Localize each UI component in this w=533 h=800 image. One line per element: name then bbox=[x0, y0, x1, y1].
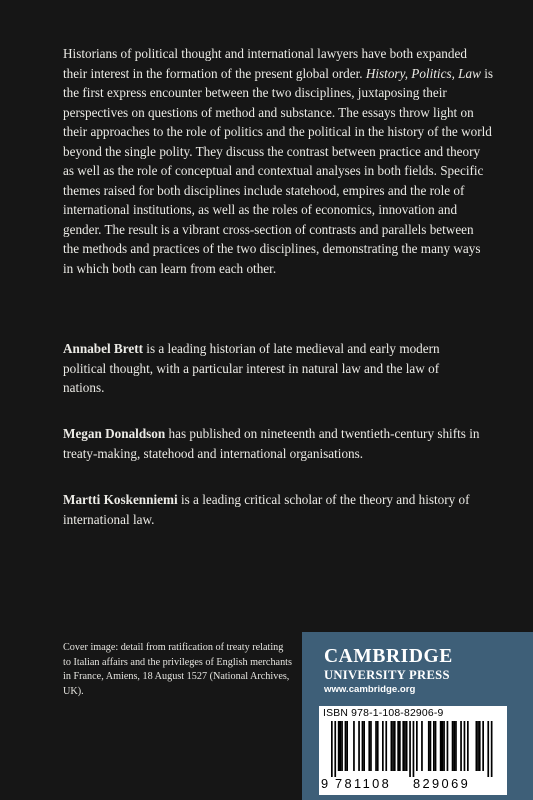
barcode-bar bbox=[375, 721, 377, 771]
barcode-bar bbox=[334, 721, 336, 777]
barcode-bar bbox=[430, 721, 432, 771]
barcode-icon bbox=[327, 721, 499, 777]
barcode-bar bbox=[487, 721, 489, 777]
barcode-bar bbox=[413, 721, 415, 777]
publisher-logo-name: CAMBRIDGE bbox=[324, 646, 453, 667]
barcode-bar bbox=[341, 721, 343, 771]
author-bio-donaldson bbox=[63, 424, 483, 463]
barcode-bar bbox=[358, 721, 360, 771]
isbn-label: ISBN 978-1-108-82906-9 bbox=[323, 708, 444, 719]
barcode-bar bbox=[399, 721, 401, 771]
barcode-bar bbox=[377, 721, 379, 771]
barcode-bar bbox=[421, 721, 423, 771]
barcode-bar bbox=[467, 721, 469, 771]
barcode-digit-first: 9 bbox=[321, 776, 329, 791]
barcode-bar bbox=[345, 721, 347, 771]
barcode-bar bbox=[464, 721, 466, 771]
barcode-bar bbox=[391, 721, 393, 771]
barcode-bar bbox=[433, 721, 435, 771]
barcode-bar bbox=[368, 721, 370, 771]
barcode-bar bbox=[402, 721, 404, 771]
barcode-bar bbox=[440, 721, 442, 771]
description-body: is the first express encounter between the two disciplines, juxtaposing their perspectives on questions of method and substance. The essays throw light on their approaches to the role of politics and the political in the history of the world beyond the single polity. They discuss the contrast between practice and theory as well as the role of conceptual and contextual analyses in both fields. Specific themes raised for both disciplines include statehood, empires and the role of international institutions, as well as the roles of economics, innovation and gender. The result is a vibrant cross-section of contrasts and parallels between the methods and practices of the two disciplines, demonstrating the many ways in which both can learn from each other. bbox=[63, 65, 493, 276]
publisher-panel bbox=[302, 632, 533, 800]
barcode-bar bbox=[491, 721, 493, 777]
barcode-digits-right: 829069 bbox=[413, 776, 471, 791]
barcode-bar bbox=[447, 721, 449, 771]
barcode-bar bbox=[353, 721, 355, 771]
barcode-bar bbox=[482, 721, 484, 771]
barcode-bar bbox=[479, 721, 481, 771]
barcode-box bbox=[319, 706, 507, 795]
author-name: Megan Donaldson bbox=[63, 426, 166, 441]
barcode-bar bbox=[476, 721, 478, 771]
book-description bbox=[63, 44, 493, 278]
author-name: Annabel Brett bbox=[63, 341, 143, 356]
author-bio-text: is a leading critical scholar of the theory and history of international law. bbox=[63, 492, 470, 527]
barcode-bar bbox=[443, 721, 445, 771]
cover-image-credit: Cover image: detail from ratification of treaty relating to Italian affairs and the privileges of English merchants in France, Amiens, 18 August 1527 (National Archives, UK). bbox=[63, 642, 292, 697]
barcode-bar bbox=[397, 721, 399, 771]
author-bio-koskenniemi bbox=[63, 490, 483, 529]
barcode-bar bbox=[477, 721, 479, 771]
barcode-bar bbox=[406, 721, 408, 771]
barcode-bar bbox=[416, 721, 418, 771]
barcode-bar bbox=[394, 721, 396, 771]
barcode-bar bbox=[392, 721, 394, 771]
barcode-bar bbox=[340, 721, 342, 771]
barcode-bar bbox=[460, 721, 462, 771]
barcode-bar bbox=[428, 721, 430, 771]
barcode-bar bbox=[385, 721, 387, 771]
barcode-bar bbox=[382, 721, 384, 771]
publisher-url: www.cambridge.org bbox=[324, 684, 416, 695]
barcode-digits-left: 781108 bbox=[335, 776, 392, 791]
barcode-bar bbox=[362, 721, 364, 771]
author-name: Martti Koskenniemi bbox=[63, 492, 178, 507]
barcode-bar bbox=[346, 721, 348, 771]
barcode-bar bbox=[442, 721, 444, 771]
barcode-bar bbox=[363, 721, 365, 771]
barcode-bar bbox=[435, 721, 437, 771]
barcode-bar bbox=[455, 721, 457, 771]
barcode-bar bbox=[452, 721, 454, 771]
author-bio-text: has published on nineteenth and twentieth-century shifts in treaty-making, statehood and international organisations. bbox=[63, 426, 480, 461]
book-title-italic: History, Politics, Law bbox=[365, 65, 481, 81]
barcode-bar bbox=[409, 721, 411, 777]
description-intro: Historians of political thought and international lawyers have both expanded their interest in the formation of the present global order. bbox=[63, 46, 467, 81]
barcode-bar bbox=[370, 721, 372, 771]
barcode-bar bbox=[331, 721, 333, 777]
author-bio-text: is a leading historian of late medieval and early modern political thought, with a particular interest in natural law and the law of nations. bbox=[63, 341, 440, 395]
publisher-logo-subtitle: UNIVERSITY PRESS bbox=[324, 668, 450, 682]
barcode-bar bbox=[404, 721, 406, 771]
barcode-bar bbox=[338, 721, 340, 771]
author-bio-brett bbox=[63, 339, 483, 398]
barcode-bar bbox=[453, 721, 455, 771]
